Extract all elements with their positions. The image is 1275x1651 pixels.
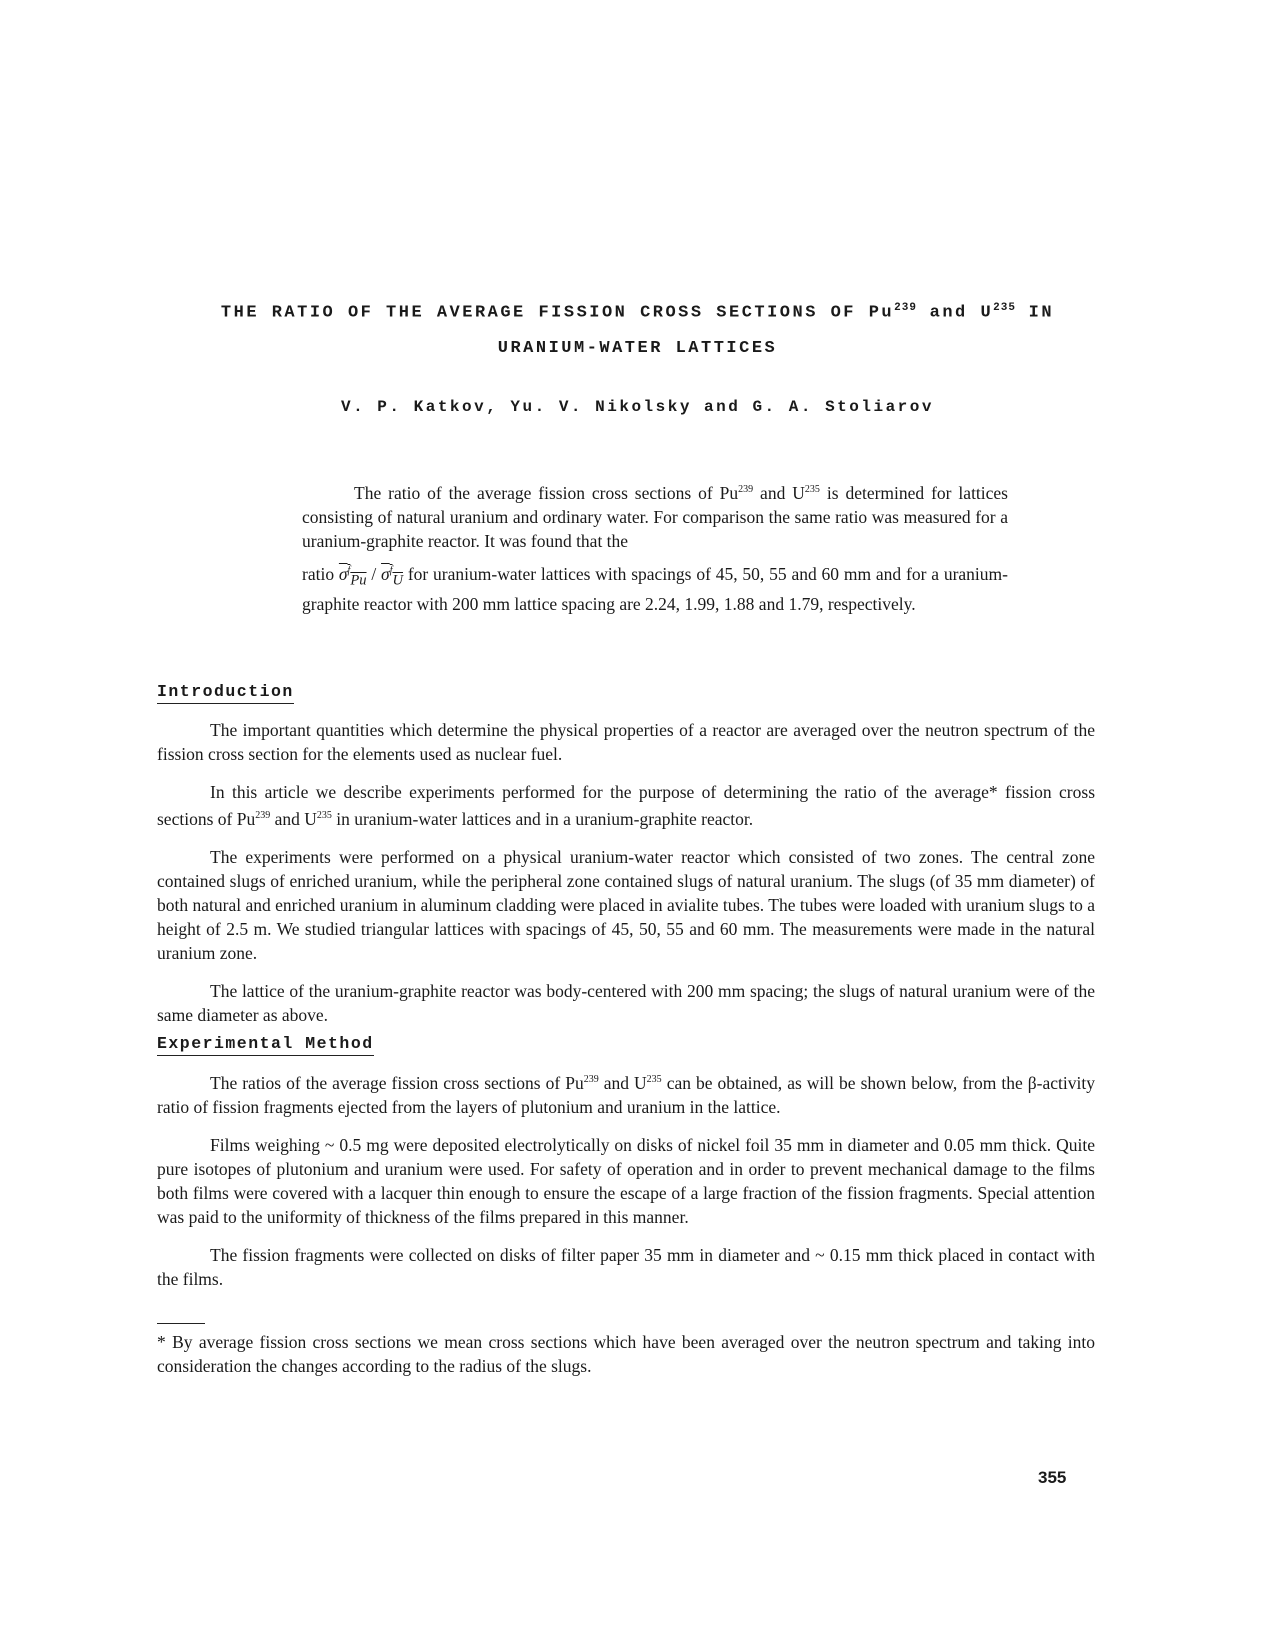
method-paragraph-3: The fission fragments were collected on disks of filter paper 35 mm in diameter and ~ 0.15 mm thick placed in contact with the films.: [157, 1244, 1095, 1289]
intro-paragraph-2: In this article we describe experiments performed for the purpose of determining the ratio of the average* fission cross sections of Pu$^{239}$ and $U^{235}$ in uranium-water lattices and in a uranium-graphite reactor.: [157, 782, 1096, 829]
experimental-method-body: [157, 1068, 1095, 1305]
section-heading-introduction: Introduction: [157, 682, 294, 704]
intro-paragraph-1: The important quantities which determine the physical properties of a reactor are averaged over the neutron spectrum of the fission cross section for the elements used as nuclear fuel.: [157, 720, 1095, 764]
abstract: [302, 478, 1008, 616]
sigma-u: $\sigma^f_U$: [381, 563, 403, 589]
page-number: 355: [1038, 1468, 1067, 1487]
abstract-paragraph-1: The ratio of the average fission cross sections of Pu$^{239}$ and $U^{235}$ is determined for lattices consisting of natural uranium and ordinary water. For comparison the same ratio was measured for a uranium-graphite reactor. It was found that the: [302, 482, 1008, 551]
abstract-paragraph-2: ratio $\sigma^f_{Pu} / \sigma^f_U$ for uranium-water lattices with spacings of 45, 50, 55 and 60 mm and for a uranium-graphite reactor with 200 mm lattice spacing are 2.24, 1.99, 1.88 and 1.79, respectively.: [302, 563, 1008, 615]
method-paragraph-1: The ratios of the average fission cross sections of Pu$^{239}$ and $U^{235}$ can be obtained, as will be shown below, from the β-activity ratio of fission fragments ejected from the layers of plutonium and uranium in the lattice.: [157, 1072, 1095, 1117]
intro-paragraph-3: The experiments were performed on a physical uranium-water reactor which consisted of two zones. The central zone contained slugs of enriched uranium, while the peripheral zone contained slugs of natural uranium. The slugs (of 35 mm diameter) of both natural and enriched uranium in aluminum cladding were placed in avialite tubes. The tubes were loaded with uranium slugs to a height of 2.5 m. We studied triangular lattices with spacings of 45, 50, 55 and 60 mm. The measurements were made in the natural uranium zone.: [157, 846, 1095, 963]
introduction-body: [157, 718, 1095, 1041]
footnote: * By average fission cross sections we mean cross sections which have been averaged over the neutron spectrum and taking into consideration the changes according to the radius of the slugs.: [157, 1332, 1095, 1376]
authors: V. P. Katkov, Yu. V. Nikolsky and G. A. Stoliarov: [341, 398, 934, 416]
section-heading-experimental-method: Experimental Method: [157, 1034, 374, 1056]
method-paragraph-2: Films weighing ~ 0.5 mg were deposited electrolytically on disks of nickel foil 35 mm in diameter and 0.05 mm thick. Quite pure isotopes of plutonium and uranium were used. For safety of operation and in order to prevent mechanical damage to the films both films were covered with a lacquer thin enough to ensure the escape of a large fraction of the fission fragments. Special attention was paid to the uniformity of thickness of the films prepared in this manner.: [157, 1134, 1095, 1227]
footnote-rule: [157, 1323, 205, 1324]
intro-paragraph-4: The lattice of the uranium-graphite reactor was body-centered with 200 mm spacing; the slugs of natural uranium were of the same diameter as above.: [157, 980, 1095, 1025]
paper-title-line-2: URANIUM-WATER LATTICES: [497, 339, 778, 358]
paper-title-line-1: THE RATIO OF THE AVERAGE FISSION CROSS SECTIONS OF Pu$^{239}$ and $U^{235}$ IN: [220, 302, 1055, 323]
sigma-pu: $\sigma^f_{Pu}$: [338, 563, 367, 589]
